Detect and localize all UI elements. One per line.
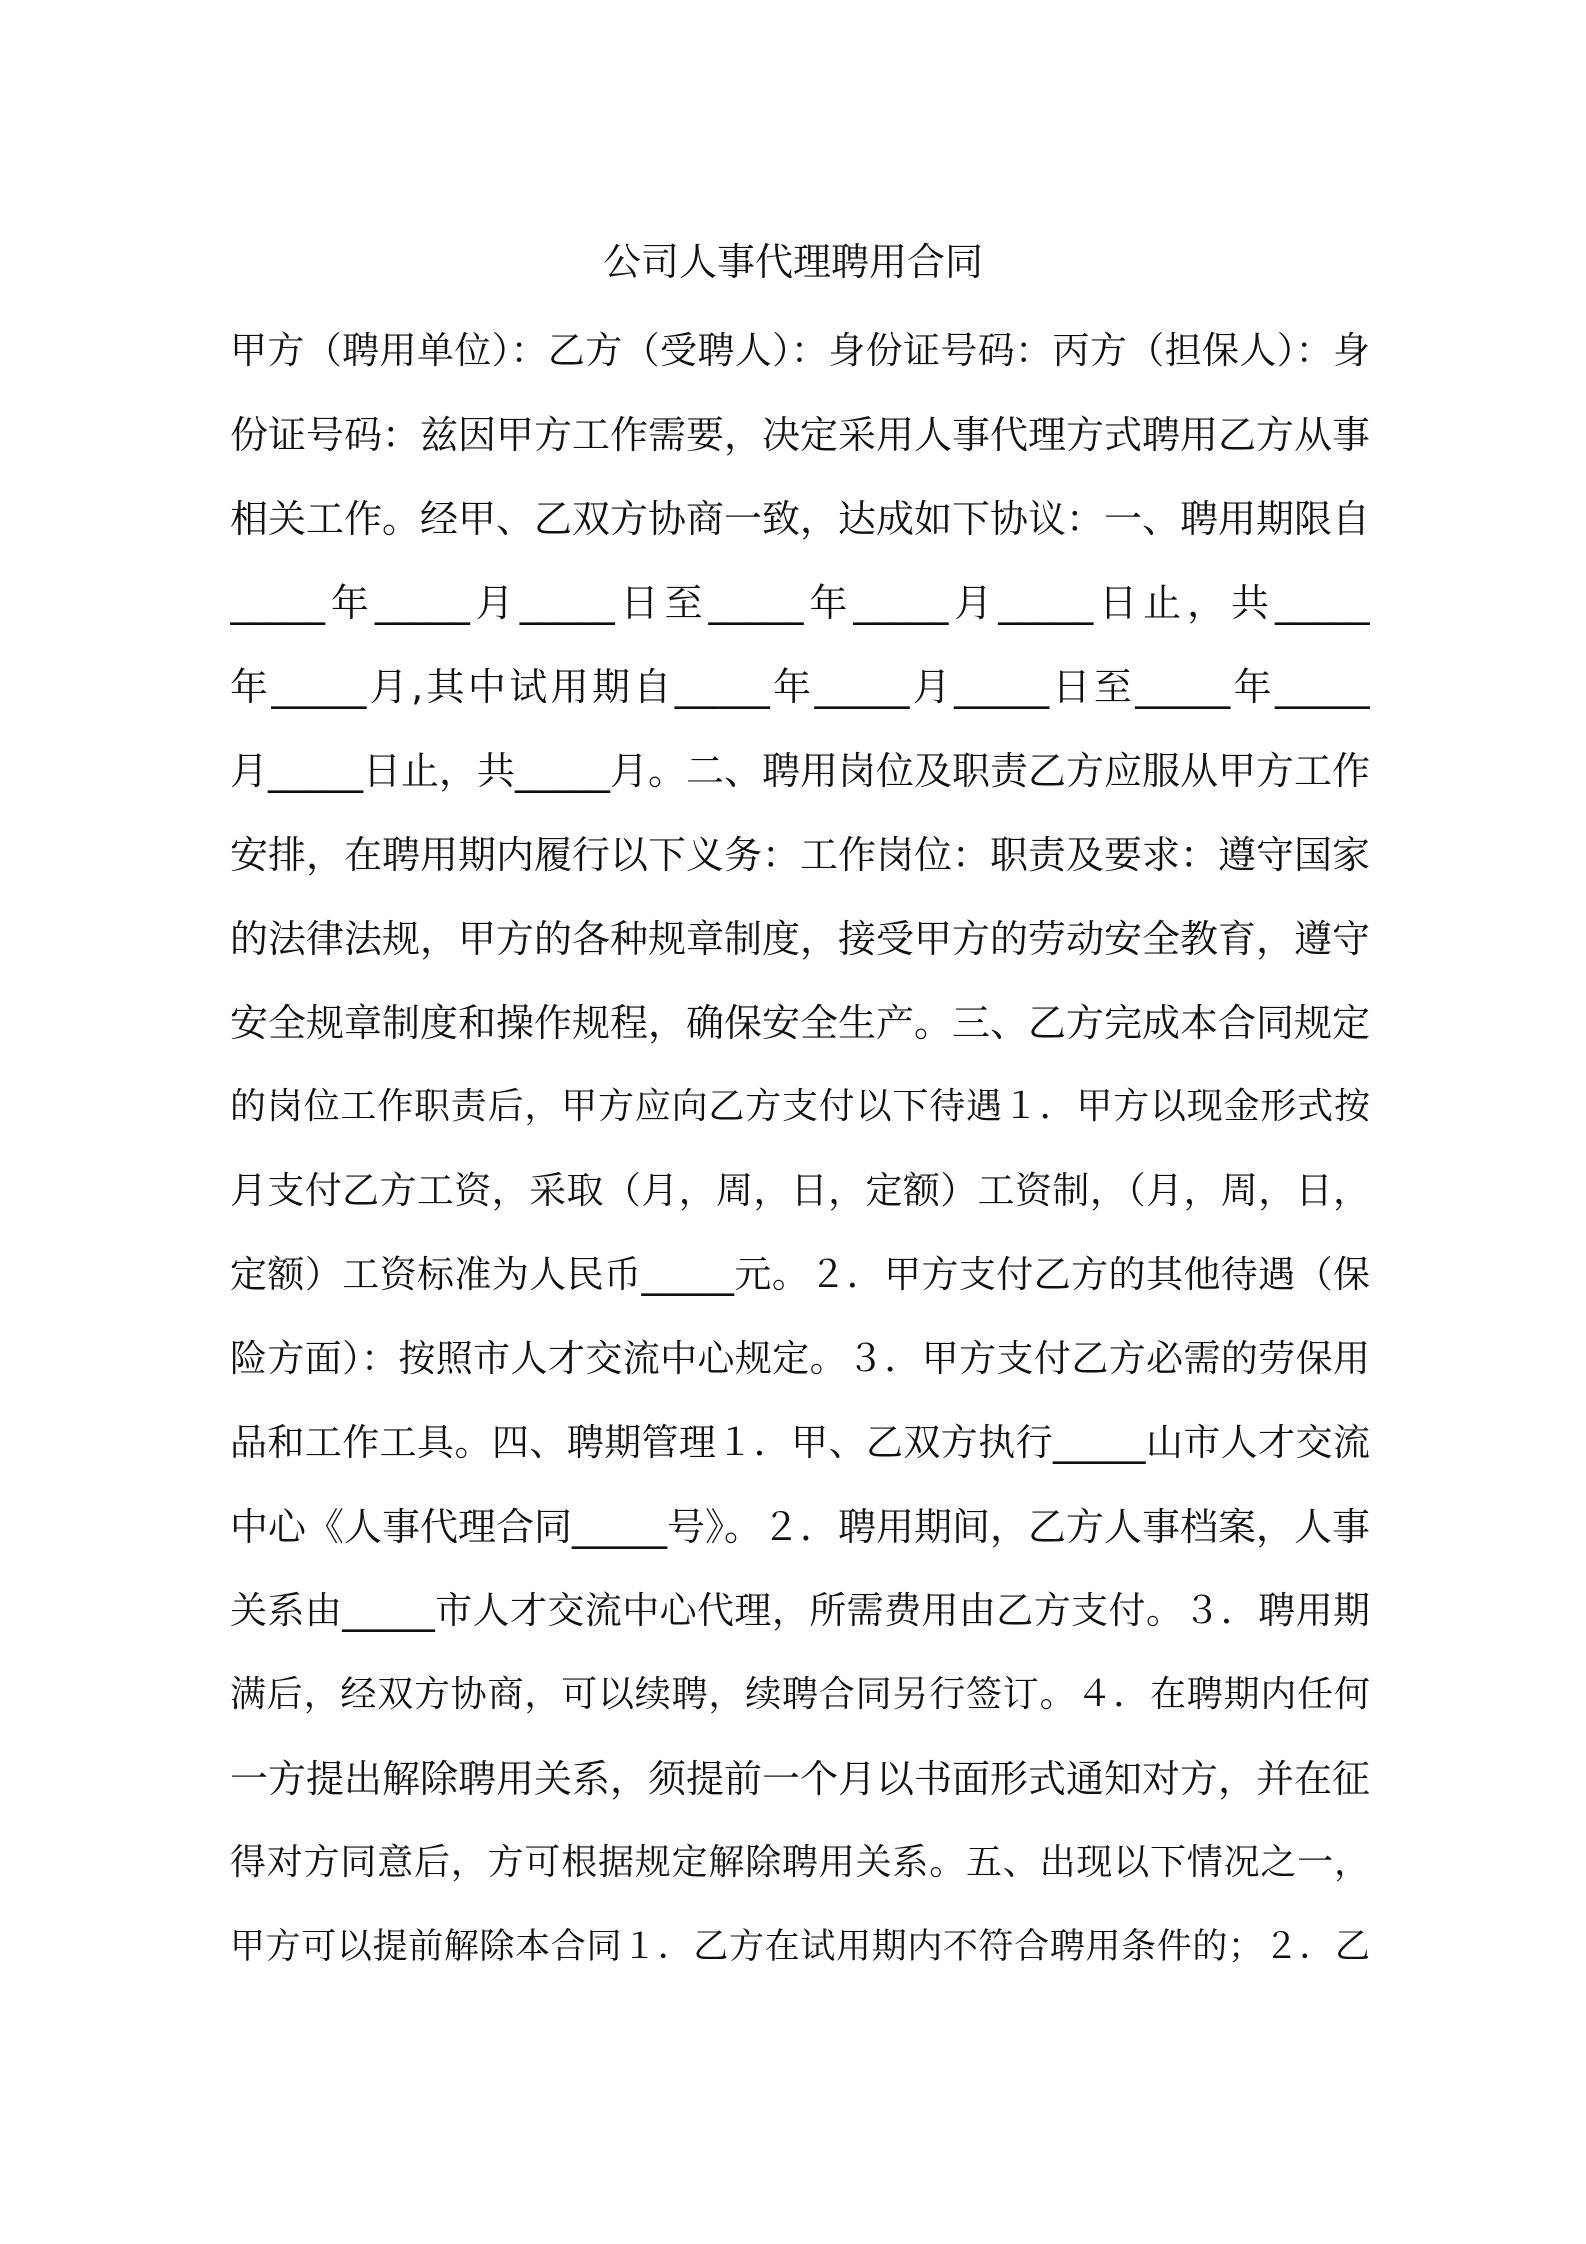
text-line: 得对方同意后，方可根据规定解除聘用关系。五、出现以下情况之一， xyxy=(230,1842,1370,1883)
text-line: 甲方可以提前解除本合同１．乙方在试用期内不符合聘用条件的；２．乙 xyxy=(230,1927,1370,1967)
contract-body xyxy=(230,318,1370,1998)
text-line: 安排，在聘用期内履行以下义务：工作岗位：职责及要求：遵守国家 xyxy=(230,833,1370,877)
text-line: 定额）工资标准为人民币_____元。２．甲方支付乙方的其他待遇（保 xyxy=(230,1253,1370,1296)
text-line: _____年_____月_____日至_____年_____月_____日止，共_____ xyxy=(230,581,1370,625)
text-line: 份证号码：兹因甲方工作需要，决定采用人事代理方式聘用乙方从事 xyxy=(230,413,1370,457)
text-line: 满后，经双方协商，可以续聘，续聘合同另行签订。４．在聘期内任何 xyxy=(230,1674,1370,1715)
text-line: 相关工作。经甲、乙双方协商一致，达成如下协议：一、聘用期限自 xyxy=(230,497,1370,541)
text-line: 的岗位工作职责后，甲方应向乙方支付以下待遇１．甲方以现金形式按 xyxy=(230,1086,1370,1127)
text-line: 险方面）：按照市人才交流中心规定。３．甲方支付乙方必需的劳保用 xyxy=(230,1337,1370,1380)
text-line: 的法律法规，甲方的各种规章制度，接受甲方的劳动安全教育，遵守 xyxy=(230,917,1370,961)
text-line: 安全规章制度和操作规程，确保安全生产。三、乙方完成本合同规定 xyxy=(230,1001,1370,1045)
text-line: 月_____日止，共_____月。二、聘用岗位及职责乙方应服从甲方工作 xyxy=(230,749,1370,793)
text-line: 甲方（聘用单位）：乙方（受聘人）：身份证号码：丙方（担保人）：身 xyxy=(230,329,1370,372)
text-line: 品和工作工具。四、聘期管理１．甲、乙双方执行_____山市人才交流 xyxy=(230,1421,1370,1464)
text-line: 一方提出解除聘用关系，须提前一个月以书面形式通知对方，并在征 xyxy=(230,1757,1370,1801)
text-line: 关系由_____市人才交流中心代理，所需费用由乙方支付。３．聘用期 xyxy=(230,1589,1370,1632)
text-line: 年_____月,其中试用期自_____年_____月_____日至_____年_____ xyxy=(230,665,1370,709)
text-line: 月支付乙方工资，采取（月，周，日，定额）工资制，（月，周，日， xyxy=(230,1169,1370,1212)
document-title: 公司人事代理聘用合同 xyxy=(602,240,983,284)
text-line: 中心《人事代理合同_____号》。２．聘用期间，乙方人事档案，人事 xyxy=(230,1505,1370,1549)
